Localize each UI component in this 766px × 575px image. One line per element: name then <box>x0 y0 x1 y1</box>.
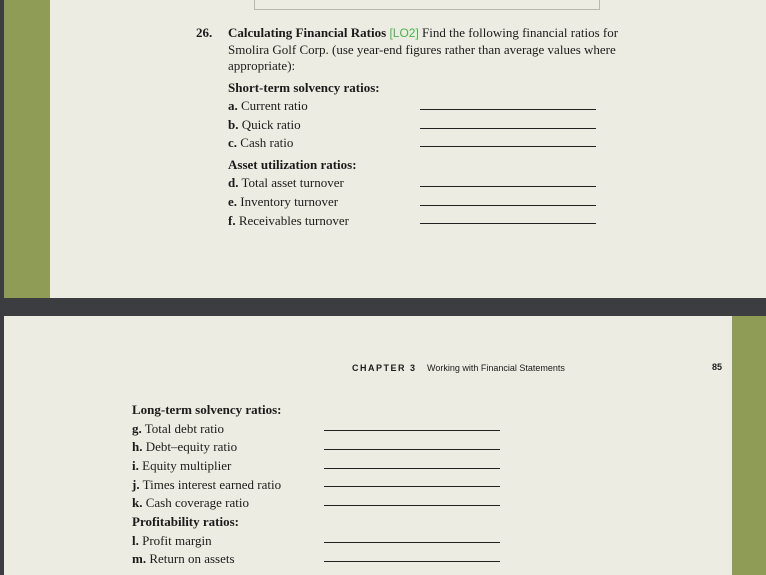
item-label: Cash coverage ratio <box>145 495 249 510</box>
short-term-heading: Short-term solvency ratios: <box>228 80 380 95</box>
item-label: Equity multiplier <box>142 458 232 473</box>
list-item <box>132 439 237 455</box>
item-letter: l. <box>132 533 139 548</box>
answer-blank[interactable] <box>324 430 500 431</box>
answer-blank[interactable] <box>420 186 596 187</box>
item-letter: m. <box>132 551 147 566</box>
answer-blank[interactable] <box>420 146 596 147</box>
answer-blank[interactable] <box>420 223 596 224</box>
problem-intro-1: Find the following financial ratios for <box>422 25 619 40</box>
item-letter: i. <box>132 458 139 473</box>
item-letter: j. <box>132 477 140 492</box>
running-header <box>352 363 565 373</box>
problem-intro-3: appropriate): <box>228 58 296 73</box>
item-label: Inventory turnover <box>240 194 339 209</box>
item-letter: b. <box>228 117 239 132</box>
list-item <box>228 117 301 133</box>
item-letter: c. <box>228 135 238 150</box>
answer-blank[interactable] <box>324 542 500 543</box>
page-top-rule <box>254 0 600 10</box>
problem-number: 26. <box>196 25 213 40</box>
page-number: 85 <box>712 362 723 372</box>
list-item <box>132 421 224 437</box>
item-letter: g. <box>132 421 142 436</box>
item-letter: f. <box>228 213 236 228</box>
item-label: Profit margin <box>142 533 212 548</box>
item-label: Return on assets <box>149 551 235 566</box>
answer-blank[interactable] <box>420 128 596 129</box>
problem-title-line <box>228 25 618 41</box>
item-label: Total debt ratio <box>144 421 224 436</box>
textbook-page-85 <box>4 316 766 575</box>
answer-blank[interactable] <box>420 109 596 110</box>
answer-blank[interactable] <box>324 505 500 506</box>
item-letter: k. <box>132 495 143 510</box>
page-margin-band <box>4 0 50 298</box>
learning-objective-tag: [LO2] <box>389 26 419 40</box>
item-label: Quick ratio <box>241 117 301 132</box>
item-letter: d. <box>228 175 239 190</box>
answer-blank[interactable] <box>420 205 596 206</box>
item-letter: a. <box>228 98 238 113</box>
page-margin-band <box>732 316 766 575</box>
answer-blank[interactable] <box>324 561 500 562</box>
answer-blank[interactable] <box>324 486 500 487</box>
item-label: Current ratio <box>241 98 308 113</box>
problem-title: Calculating Financial Ratios <box>228 25 387 40</box>
list-item <box>132 477 281 493</box>
list-item <box>228 194 338 210</box>
list-item <box>228 175 344 191</box>
answer-blank[interactable] <box>324 468 500 469</box>
answer-blank[interactable] <box>324 449 500 450</box>
chapter-label: CHAPTER 3 <box>352 363 417 373</box>
item-letter: h. <box>132 439 143 454</box>
chapter-title: Working with Financial Statements <box>427 363 565 373</box>
item-label: Total asset turnover <box>241 175 344 190</box>
asset-utilization-heading: Asset utilization ratios: <box>228 157 357 172</box>
long-term-heading: Long-term solvency ratios: <box>132 402 282 417</box>
list-item <box>228 98 308 114</box>
list-item <box>132 458 231 474</box>
item-label: Cash ratio <box>240 135 294 150</box>
item-label: Receivables turnover <box>238 213 349 228</box>
item-letter: e. <box>228 194 238 209</box>
problem-intro-2: Smolira Golf Corp. (use year-end figures rather than average values where <box>228 42 616 57</box>
list-item <box>132 495 249 511</box>
item-label: Debt–equity ratio <box>145 439 238 454</box>
profitability-heading: Profitability ratios: <box>132 514 239 529</box>
textbook-page-top <box>4 0 766 298</box>
list-item <box>132 533 212 549</box>
item-label: Times interest earned ratio <box>142 477 282 492</box>
list-item <box>132 551 235 567</box>
list-item <box>228 135 293 151</box>
list-item <box>228 213 349 229</box>
